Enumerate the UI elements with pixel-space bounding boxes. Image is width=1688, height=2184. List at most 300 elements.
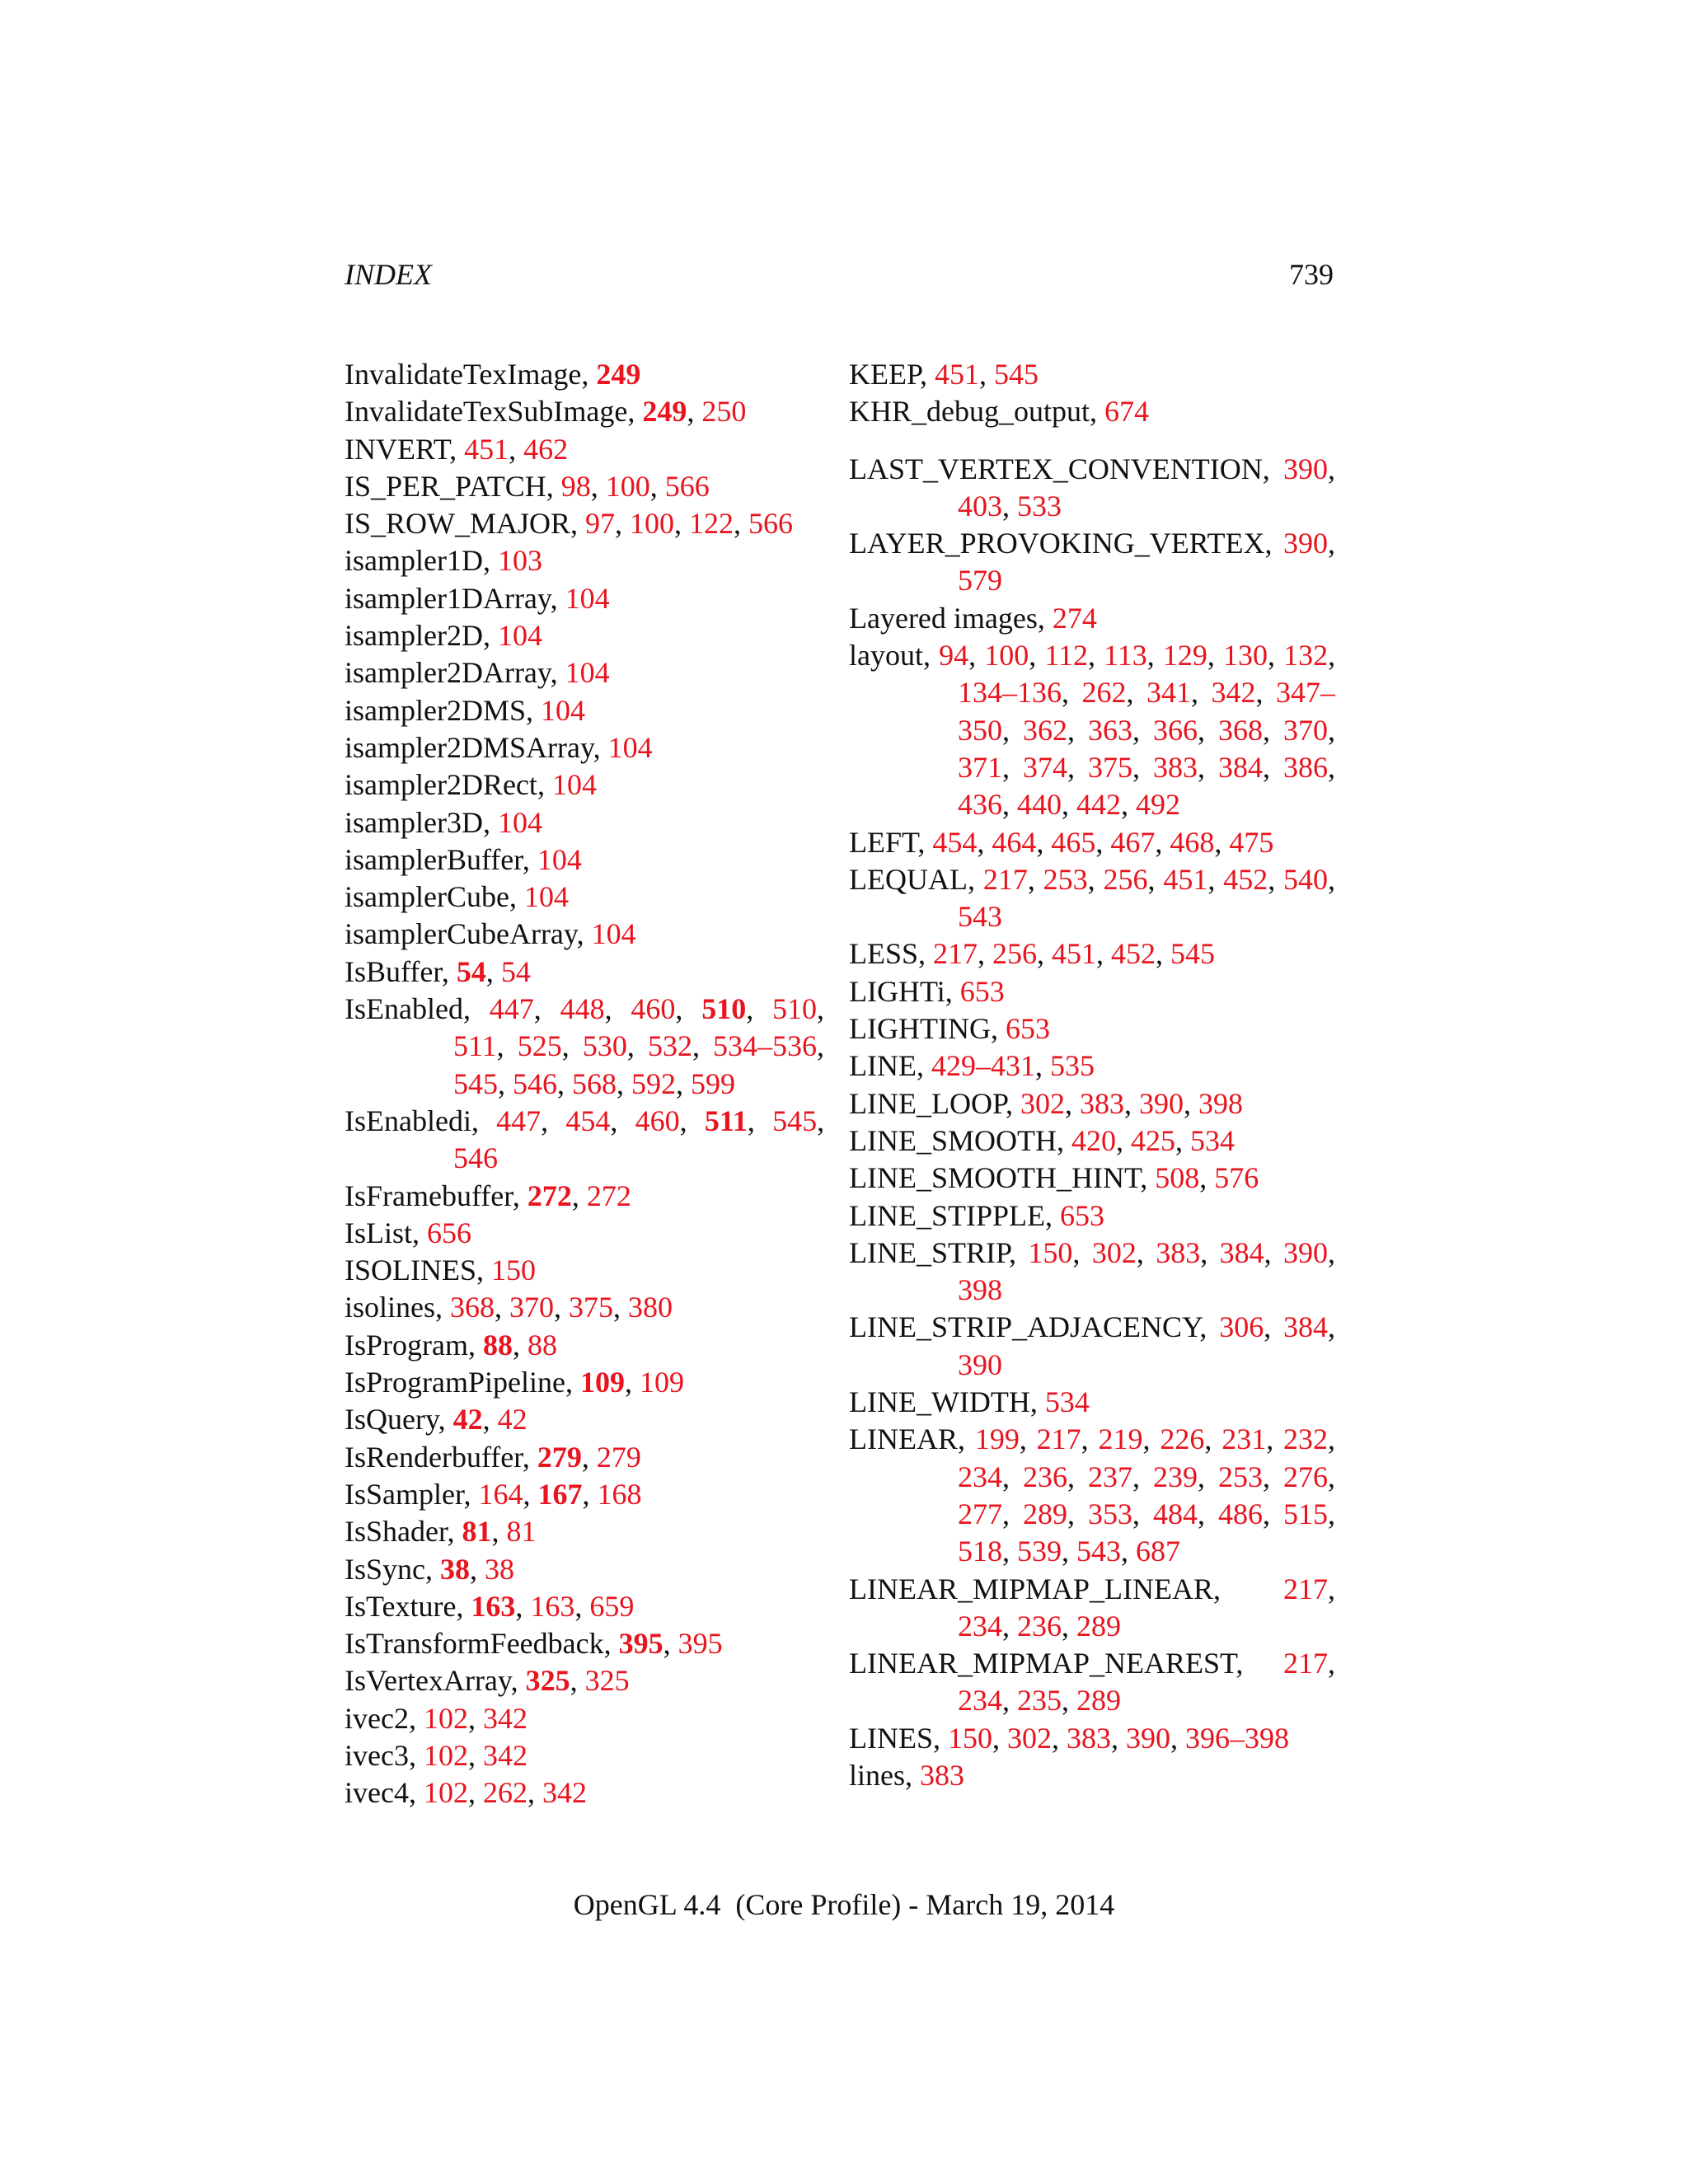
page-ref-link[interactable]: 371 — [958, 750, 1002, 784]
page-ref-link[interactable]: 234 — [958, 1460, 1002, 1493]
page-ref-link[interactable]: 98 — [560, 469, 591, 503]
index-entry: lines, 383 — [849, 1758, 964, 1792]
page-ref-link[interactable]: 532 — [647, 1029, 692, 1063]
page-ref-link[interactable]: 511 — [704, 1104, 748, 1137]
page-ref-link[interactable]: 122 — [689, 507, 734, 541]
page-ref-link[interactable]: 234 — [958, 1609, 1002, 1643]
page-ref-link[interactable]: 420 — [1071, 1123, 1116, 1157]
page-ref-link[interactable]: 370 — [1283, 713, 1328, 747]
page-ref-link[interactable]: 164 — [478, 1477, 523, 1511]
page-ref-link[interactable]: 383 — [1067, 1721, 1111, 1755]
page-ref-link[interactable]: 543 — [958, 900, 1002, 934]
page-ref-link[interactable]: 384 — [1219, 1235, 1264, 1269]
index-entry: ivec3, 102, 342 — [345, 1738, 528, 1772]
page-ref-link[interactable]: 168 — [597, 1477, 642, 1511]
index-term: IsTransformFeedback — [345, 1627, 604, 1661]
index-entry: isampler1D, 103 — [345, 544, 542, 578]
page-ref-link[interactable]: 104 — [551, 768, 597, 802]
index-entry: IsProgramPipeline, 109, 109 — [345, 1366, 684, 1399]
index-entry: KEEP, 451, 545 — [849, 358, 1039, 391]
page-ref-link[interactable]: 451 — [1163, 862, 1208, 896]
index-term: IsVertexArray — [345, 1664, 511, 1698]
page-ref-link[interactable]: 42 — [497, 1403, 528, 1436]
page-ref-link[interactable]: 274 — [1052, 601, 1097, 635]
index-term: ivec4 — [345, 1776, 409, 1810]
page-ref-link[interactable]: 262 — [482, 1776, 528, 1810]
index-term: IsShader — [345, 1515, 448, 1549]
index-term: isampler1DArray — [345, 581, 551, 615]
page-ref-link[interactable]: 383 — [1153, 750, 1198, 784]
page-ref-link[interactable]: 530 — [582, 1029, 627, 1063]
page-ref-link[interactable]: 566 — [748, 507, 794, 541]
page-ref-link[interactable]: 97 — [585, 507, 616, 541]
page-ref-link[interactable]: 390 — [1283, 1235, 1329, 1269]
index-term: ISOLINES — [345, 1254, 476, 1287]
page-ref-link[interactable]: 383 — [920, 1758, 964, 1792]
index-term: LINE_WIDTH — [849, 1385, 1030, 1419]
page-ref-link[interactable]: 383 — [1156, 1235, 1201, 1269]
page-ref-link[interactable]: 342 — [1211, 676, 1256, 710]
page-ref-link[interactable]: 451 — [464, 432, 509, 466]
index-term: LINEAR — [849, 1422, 958, 1456]
page-ref-link[interactable]: 384 — [1218, 750, 1263, 784]
page-ref-link[interactable]: 390 — [1283, 452, 1328, 485]
page-ref-link[interactable]: 134–136 — [958, 676, 1062, 710]
index-term: IS_PER_PATCH — [345, 469, 546, 503]
index-term: LESS — [849, 937, 919, 971]
page-ref-link[interactable]: 366 — [1153, 713, 1198, 747]
index-term: IsFramebuffer — [345, 1179, 513, 1212]
page-ref-link[interactable]: 104 — [537, 842, 582, 876]
page-ref-link[interactable]: 217 — [1036, 1422, 1081, 1456]
page-ref-link[interactable]: 460 — [635, 1104, 680, 1137]
page-ref-link[interactable]: 653 — [959, 974, 1005, 1008]
page-ref-link[interactable]: 511 — [453, 1029, 497, 1063]
page-ref-link[interactable]: 525 — [517, 1029, 562, 1063]
page-ref-link[interactable]: 104 — [565, 656, 610, 690]
page-ref-link[interactable]: 403 — [958, 489, 1002, 523]
page-ref-link[interactable]: 102 — [423, 1701, 468, 1735]
index-term: InvalidateTexImage — [345, 358, 582, 391]
page-ref-link[interactable]: 342 — [482, 1738, 528, 1772]
page-ref-link[interactable]: 566 — [664, 469, 710, 503]
page-ref-link[interactable]: 272 — [527, 1179, 572, 1212]
page-ref-link[interactable]: 534 — [1044, 1385, 1090, 1419]
page-ref-link[interactable]: 113 — [1104, 639, 1147, 673]
index-entry: layout, 94, 100, 112, 113, 129, 130, 132, 134–136, 262, 341, 342, 347–350, 362, 363, 366, 368, 370, 371, 374, 375, 383, 384, 386, 436, 440, 442, 492 — [849, 639, 1336, 822]
page-ref-link[interactable]: 276 — [1283, 1460, 1328, 1493]
page-ref-link[interactable]: 341 — [1146, 676, 1191, 710]
index-term: LINE_SMOOTH — [849, 1123, 1057, 1157]
page-ref-link[interactable]: 363 — [1088, 713, 1132, 747]
running-title: INDEX — [345, 258, 432, 291]
page-ref-link[interactable]: 380 — [628, 1291, 673, 1324]
index-term: lines — [849, 1758, 905, 1792]
index-entry: IsTexture, 163, 163, 659 — [345, 1589, 635, 1623]
index-entry: IsTransformFeedback, 395, 395 — [345, 1627, 723, 1661]
page-ref-link[interactable]: 239 — [1153, 1460, 1198, 1493]
page-ref-link[interactable]: 543 — [1076, 1535, 1121, 1568]
index-entry: LAST_VERTEX_CONVENTION, 390, 403, 533 — [849, 452, 1335, 523]
page-ref-link[interactable]: 150 — [948, 1721, 992, 1755]
index-entry: ivec4, 102, 262, 342 — [345, 1776, 587, 1810]
index-term: layout — [849, 639, 923, 673]
page-ref-link[interactable]: 302 — [1091, 1235, 1137, 1269]
page-ref-link[interactable]: 442 — [1076, 788, 1121, 822]
index-term: LIGHTING — [849, 1012, 991, 1046]
index-entry: IsEnabledi, 447, 454, 460, 511, 545, 546 — [345, 1104, 825, 1175]
index-term: IsSampler — [345, 1477, 464, 1511]
page-ref-link[interactable]: 440 — [1017, 788, 1062, 822]
index-entry: isamplerBuffer, 104 — [345, 842, 582, 876]
page-ref-link[interactable]: 88 — [482, 1328, 513, 1361]
index-entry: KHR_debug_output, 674 — [849, 395, 1149, 429]
page-ref-link[interactable]: 104 — [541, 693, 585, 727]
page-number: 739 — [1289, 258, 1334, 291]
index-entry: IS_PER_PATCH, 98, 100, 566 — [345, 469, 710, 503]
page-ref-link[interactable]: 375 — [1088, 750, 1132, 784]
index-entry: LINE, 429–431, 535 — [849, 1049, 1095, 1083]
page-ref-link[interactable]: 256 — [1103, 862, 1148, 896]
index-term: IsProgram — [345, 1328, 468, 1361]
index-term: IsEnabled — [345, 992, 463, 1026]
page-ref-link[interactable]: 249 — [596, 358, 641, 391]
page-ref-link[interactable]: 231 — [1221, 1422, 1267, 1456]
page-ref-link[interactable]: 217 — [933, 937, 978, 971]
page-footer — [0, 1887, 1688, 1922]
page-ref-link[interactable]: 515 — [1283, 1497, 1328, 1530]
index-entry: LINEAR_MIPMAP_LINEAR, 217, 234, 236, 289 — [849, 1572, 1335, 1643]
index-entry: LINE_STIPPLE, 653 — [849, 1198, 1104, 1232]
index-entry: IsList, 656 — [345, 1216, 472, 1249]
page-ref-link[interactable]: 104 — [591, 917, 636, 951]
page-ref-link[interactable]: 234 — [958, 1684, 1002, 1718]
page-ref-link[interactable]: 460 — [631, 992, 676, 1026]
page-ref-link[interactable]: 302 — [1020, 1086, 1065, 1120]
page-ref-link[interactable]: 454 — [932, 825, 978, 859]
index-term: ivec2 — [345, 1701, 409, 1735]
page-ref-link[interactable]: 167 — [537, 1477, 583, 1511]
page-ref-link[interactable]: 249 — [642, 395, 687, 429]
page-ref-link[interactable]: 447 — [489, 992, 534, 1026]
page-ref-link[interactable]: 150 — [491, 1254, 536, 1287]
page-ref-link[interactable]: 100 — [984, 639, 1029, 673]
page-ref-link[interactable]: 250 — [701, 395, 747, 429]
page-ref-link[interactable]: 398 — [958, 1273, 1002, 1307]
page-ref-link[interactable]: 109 — [639, 1366, 684, 1399]
index-term: LAYER_PROVOKING_VERTEX — [849, 527, 1265, 560]
index-term: LINE_LOOP — [849, 1086, 1006, 1120]
page-ref-link[interactable]: 325 — [584, 1664, 630, 1698]
index-entry: ivec2, 102, 342 — [345, 1701, 528, 1735]
page-ref-link[interactable]: 539 — [1017, 1535, 1062, 1568]
page-ref-link[interactable]: 104 — [497, 619, 542, 653]
page-ref-link[interactable]: 451 — [1052, 937, 1097, 971]
page-ref-link[interactable]: 510 — [701, 992, 747, 1026]
index-entry: isampler2DMSArray, 104 — [345, 730, 653, 764]
page-ref-link[interactable]: 653 — [1005, 1012, 1050, 1046]
index-term: IS_ROW_MAJOR — [345, 507, 571, 541]
page-ref-link[interactable]: 353 — [1088, 1497, 1132, 1530]
page-ref-link[interactable]: 687 — [1136, 1535, 1180, 1568]
page-ref-link[interactable]: 451 — [935, 358, 980, 391]
index-entry: IsShader, 81, 81 — [345, 1515, 537, 1549]
index-entry: isampler2DMS, 104 — [345, 693, 585, 727]
page-ref-link[interactable]: 54 — [456, 954, 486, 988]
page-ref-link[interactable]: 362 — [1023, 713, 1067, 747]
page-ref-link[interactable]: 217 — [1283, 1647, 1328, 1680]
index-term: isamplerCubeArray — [345, 917, 577, 951]
index-entry: ISOLINES, 150 — [345, 1254, 536, 1287]
page-ref-link[interactable]: 535 — [1049, 1049, 1095, 1083]
page-ref-link[interactable]: 368 — [1218, 713, 1263, 747]
page-ref-link[interactable]: 383 — [1079, 1086, 1124, 1120]
page-ref-link[interactable]: 368 — [450, 1291, 495, 1324]
page-ref-link[interactable]: 484 — [1153, 1497, 1198, 1530]
index-entry: IsBuffer, 54, 54 — [345, 954, 531, 988]
page-ref-link[interactable]: 102 — [423, 1776, 468, 1810]
page-ref-link[interactable]: 132 — [1283, 639, 1329, 673]
page-ref-link[interactable]: 429–431 — [931, 1049, 1035, 1083]
index-term: LINE_STRIP_ADJACENCY — [849, 1310, 1200, 1344]
page-ref-link[interactable]: 576 — [1214, 1161, 1259, 1195]
page-ref-link[interactable]: 347–350 — [958, 676, 1335, 747]
page-ref-link[interactable]: 112 — [1044, 639, 1088, 673]
page-ref-link[interactable]: 653 — [1060, 1198, 1104, 1232]
index-column-right — [849, 356, 1335, 1794]
footer-text: OpenGL 4.4 (Core Profile) - March 19, 2014 — [573, 1888, 1115, 1921]
page-ref-link[interactable]: 94 — [939, 639, 969, 673]
page-ref-link[interactable]: 518 — [958, 1535, 1002, 1568]
index-entry: IsRenderbuffer, 279, 279 — [345, 1440, 641, 1474]
page-ref-link[interactable]: 104 — [523, 880, 569, 914]
page-ref-link[interactable]: 384 — [1283, 1310, 1328, 1344]
page-ref-link[interactable]: 253 — [1218, 1460, 1263, 1493]
page-ref-link[interactable]: 279 — [537, 1440, 582, 1474]
page-ref-link[interactable]: 342 — [542, 1776, 587, 1810]
page-ref-link[interactable]: 163 — [471, 1589, 516, 1623]
page-ref-link[interactable]: 546 — [513, 1066, 557, 1100]
page-ref-link[interactable]: 235 — [1017, 1684, 1062, 1718]
page-ref-link[interactable]: 277 — [958, 1497, 1002, 1530]
index-term: isampler2DMS — [345, 693, 526, 727]
page-ref-link[interactable]: 448 — [560, 992, 605, 1026]
page-ref-link[interactable]: 386 — [1283, 750, 1328, 784]
page-ref-link[interactable]: 199 — [974, 1422, 1020, 1456]
page-ref-link[interactable]: 599 — [691, 1066, 735, 1100]
page-ref-link[interactable]: 395 — [678, 1627, 723, 1661]
page-ref-link[interactable]: 54 — [500, 954, 531, 988]
page-ref-link[interactable]: 279 — [596, 1440, 641, 1474]
page-ref-link[interactable]: 104 — [497, 805, 542, 839]
page-ref-link[interactable]: 659 — [589, 1589, 635, 1623]
page-ref-link[interactable]: 390 — [1138, 1086, 1184, 1120]
index-entry: Layered images, 274 — [849, 601, 1097, 635]
page-ref-link[interactable]: 375 — [569, 1291, 614, 1324]
index-term: isampler2DRect — [345, 768, 537, 802]
page-ref-link[interactable]: 533 — [1017, 489, 1062, 523]
index-entry: LINE_WIDTH, 534 — [849, 1385, 1090, 1419]
page-ref-link[interactable]: 102 — [423, 1738, 468, 1772]
index-term: IsList — [345, 1216, 413, 1249]
index-entry: isampler3D, 104 — [345, 805, 542, 839]
index-term: INVERT — [345, 432, 450, 466]
page-ref-link[interactable]: 302 — [1007, 1721, 1052, 1755]
index-entry: isolines, 368, 370, 375, 380 — [345, 1291, 673, 1324]
page-ref-link[interactable]: 129 — [1162, 639, 1207, 673]
page-ref-link[interactable]: 342 — [482, 1701, 528, 1735]
page-ref-link[interactable]: 468 — [1170, 825, 1215, 859]
page-ref-link[interactable]: 534 — [1189, 1123, 1235, 1157]
page-ref-link[interactable]: 325 — [525, 1664, 570, 1698]
page-ref-link[interactable]: 454 — [565, 1104, 611, 1137]
page-ref-link[interactable]: 232 — [1283, 1422, 1329, 1456]
page-ref-link[interactable]: 545 — [453, 1066, 498, 1100]
page-ref-link[interactable]: 395 — [618, 1627, 663, 1661]
page-ref-link[interactable]: 109 — [579, 1366, 625, 1399]
page-ref-link[interactable]: 540 — [1283, 862, 1329, 896]
page-ref-link[interactable]: 464 — [992, 825, 1037, 859]
index-entry: IsSampler, 164, 167, 168 — [345, 1477, 642, 1511]
page-ref-link[interactable]: 390 — [1283, 527, 1328, 560]
page-ref-link[interactable]: 656 — [427, 1216, 472, 1249]
page-ref-link[interactable]: 150 — [1028, 1235, 1073, 1269]
page-ref-link[interactable]: 38 — [440, 1552, 470, 1586]
page-ref-link[interactable]: 545 — [994, 358, 1039, 391]
page-ref-link[interactable]: 390 — [958, 1347, 1002, 1381]
page-ref-link[interactable]: 370 — [509, 1291, 555, 1324]
page-ref-link[interactable]: 163 — [530, 1589, 575, 1623]
page-ref-link[interactable]: 436 — [958, 788, 1002, 822]
page-ref-link[interactable]: 306 — [1219, 1310, 1264, 1344]
page-ref-link[interactable]: 447 — [496, 1104, 542, 1137]
index-term: LINE_STRIP — [849, 1235, 1010, 1269]
index-term: isampler1D — [345, 544, 483, 578]
page-ref-link[interactable]: 81 — [506, 1515, 537, 1549]
page-ref-link[interactable]: 81 — [462, 1515, 492, 1549]
page-ref-link[interactable]: 226 — [1160, 1422, 1205, 1456]
page-ref-link[interactable]: 398 — [1198, 1086, 1243, 1120]
page-ref-link[interactable]: 568 — [572, 1066, 617, 1100]
index-entry: IsVertexArray, 325, 325 — [345, 1664, 630, 1698]
index-entry: InvalidateTexImage, 249 — [345, 358, 641, 391]
page-ref-link[interactable]: 486 — [1218, 1497, 1263, 1530]
page-ref-link[interactable]: 42 — [452, 1403, 483, 1436]
page-ref-link[interactable]: 467 — [1110, 825, 1156, 859]
index-term: KEEP — [849, 358, 921, 391]
page-ref-link[interactable]: 492 — [1136, 788, 1180, 822]
index-term: IsBuffer — [345, 954, 442, 988]
index-term: IsEnabledi — [345, 1104, 471, 1137]
page-ref-link[interactable]: 217 — [982, 862, 1028, 896]
page-ref-link[interactable]: 475 — [1229, 825, 1274, 859]
page-ref-link[interactable]: 88 — [527, 1328, 557, 1361]
page-ref-link[interactable]: 217 — [1283, 1572, 1328, 1605]
page-ref-link[interactable]: 452 — [1111, 937, 1156, 971]
index-term: isampler2DArray — [345, 656, 551, 690]
page-ref-link[interactable]: 508 — [1155, 1161, 1200, 1195]
index-entry: isamplerCube, 104 — [345, 880, 569, 914]
page-ref-link[interactable]: 253 — [1043, 862, 1088, 896]
index-term: KHR_debug_output — [849, 395, 1090, 429]
index-entry: LEFT, 454, 464, 465, 467, 468, 475 — [849, 825, 1274, 859]
index-entry: isamplerCubeArray, 104 — [345, 917, 636, 951]
index-entry: IsFramebuffer, 272, 272 — [345, 1179, 631, 1212]
page-ref-link[interactable]: 592 — [631, 1066, 676, 1100]
index-term: isamplerCube — [345, 880, 509, 914]
index-term: LINE_STIPPLE — [849, 1198, 1045, 1232]
page-ref-link[interactable]: 38 — [485, 1552, 514, 1586]
page-ref-link[interactable]: 390 — [1126, 1721, 1170, 1755]
page-ref-link[interactable]: 546 — [453, 1141, 498, 1175]
page-ref-link[interactable]: 237 — [1088, 1460, 1132, 1493]
page-header — [345, 257, 1334, 297]
index-column-left — [345, 356, 824, 1812]
page-ref-link[interactable]: 465 — [1051, 825, 1096, 859]
page-ref-link[interactable]: 236 — [1017, 1609, 1062, 1643]
page-ref-link[interactable]: 100 — [605, 469, 650, 503]
index-term: isampler2D — [345, 619, 483, 653]
page-ref-link[interactable]: 236 — [1023, 1460, 1067, 1493]
index-term: LIGHTi — [849, 974, 945, 1008]
index-term: isampler3D — [345, 805, 483, 839]
page-ref-link[interactable]: 289 — [1023, 1497, 1067, 1530]
index-entry: InvalidateTexSubImage, 249, 250 — [345, 395, 747, 429]
index-term: IsSync — [345, 1552, 425, 1586]
page-ref-link[interactable]: 103 — [497, 544, 542, 578]
page-ref-link[interactable]: 545 — [1170, 937, 1216, 971]
index-entry: LINE_STRIP_ADJACENCY, 306, 384, 390 — [849, 1310, 1335, 1381]
index-entry: LAYER_PROVOKING_VERTEX, 390, 579 — [849, 527, 1335, 598]
page-ref-link[interactable]: 272 — [586, 1179, 631, 1212]
index-entry: IsQuery, 42, 42 — [345, 1403, 528, 1436]
page-ref-link[interactable]: 100 — [630, 507, 675, 541]
page-ref-link[interactable]: 396–398 — [1185, 1721, 1289, 1755]
page-ref-link[interactable]: 579 — [958, 564, 1002, 598]
page-ref-link[interactable]: 674 — [1104, 395, 1149, 429]
index-term: LAST_VERTEX_CONVENTION — [849, 452, 1263, 485]
page-ref-link[interactable]: 219 — [1098, 1422, 1143, 1456]
index-entry: isampler2DArray, 104 — [345, 656, 610, 690]
index-entry: LIGHTING, 653 — [849, 1012, 1050, 1046]
page-ref-link[interactable]: 374 — [1023, 750, 1067, 784]
page-ref-link[interactable]: 130 — [1222, 639, 1268, 673]
index-term: IsProgramPipeline — [345, 1366, 565, 1399]
page-ref-link[interactable]: 289 — [1076, 1684, 1121, 1718]
index-entry: LINE_SMOOTH_HINT, 508, 576 — [849, 1161, 1259, 1195]
page-ref-link[interactable]: 425 — [1130, 1123, 1175, 1157]
page-ref-link[interactable]: 104 — [607, 730, 653, 764]
index-term: LEFT — [849, 825, 918, 859]
page-ref-link[interactable]: 545 — [772, 1104, 818, 1137]
index-entry: isampler1DArray, 104 — [345, 581, 610, 615]
page-ref-link[interactable]: 104 — [565, 581, 610, 615]
page-ref-link[interactable]: 289 — [1076, 1609, 1121, 1643]
page-ref-link[interactable]: 534–536 — [713, 1029, 818, 1063]
page-ref-link[interactable]: 256 — [992, 937, 1038, 971]
index-entry: LINE_STRIP, 150, 302, 383, 384, 390, 398 — [849, 1235, 1336, 1307]
index-term: ivec3 — [345, 1738, 409, 1772]
page-ref-link[interactable]: 262 — [1081, 676, 1127, 710]
page-ref-link[interactable]: 452 — [1223, 862, 1268, 896]
index-entry: isampler2D, 104 — [345, 619, 542, 653]
page-ref-link[interactable]: 510 — [772, 992, 818, 1026]
index-term: IsTexture — [345, 1589, 457, 1623]
index-term: isampler2DMSArray — [345, 730, 593, 764]
page-ref-link[interactable]: 462 — [523, 432, 569, 466]
index-entry: LEQUAL, 217, 253, 256, 451, 452, 540, 543 — [849, 862, 1336, 934]
index-term: IsRenderbuffer — [345, 1440, 523, 1474]
